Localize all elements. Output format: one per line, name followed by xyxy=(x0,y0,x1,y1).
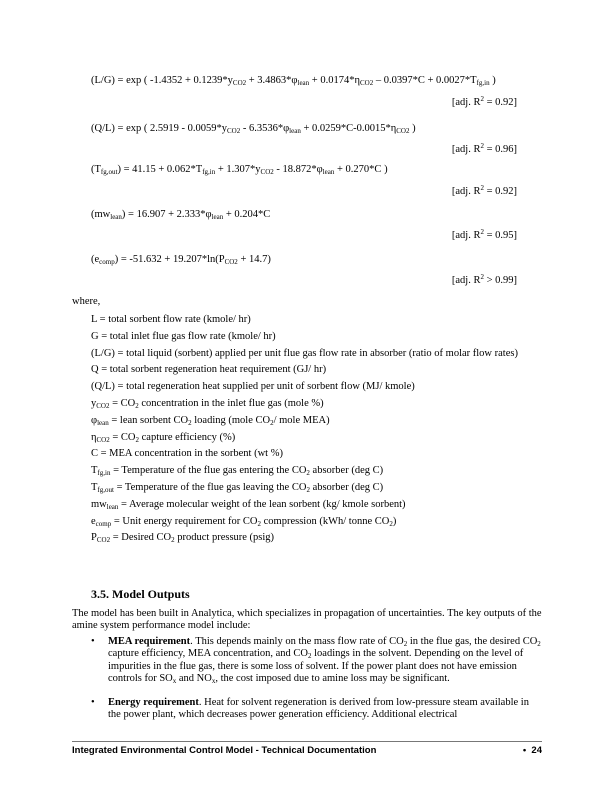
r2-mw-lean: [adj. $R^2 = 0.95$] xyxy=(451,228,517,241)
definition-item: $y_{CO2} = CO_2$ concentration in the inlet flue gas (mole %) xyxy=(91,397,324,410)
definition-item: $\varphi_{lean}$ = lean sorbent $CO_2$ loading (mole $CO_2/$ mole MEA) xyxy=(91,414,330,427)
r2-tfg-out: [adj. $R^2 = 0.92$] xyxy=(451,184,517,197)
equation-mw-lean: $(mw_{lean}) = 16.907 + 2.333*\varphi_{lean} + 0.204*C$ xyxy=(91,209,271,221)
r2-lg: [adj. $R^2 = 0.92$] xyxy=(451,95,517,108)
definition-item: Q = total sorbent regeneration heat requirement (GJ/ hr) xyxy=(91,364,327,376)
bullet-title: Energy requirement xyxy=(108,697,199,708)
page-footer xyxy=(72,745,542,756)
definition-item: $e_{comp}$ = Unit energy requirement for $CO_2$ compression (kWh/ tonne $CO_2$) xyxy=(91,515,397,528)
definition-item: $T_{fg,out}$ = Temperature of the flue gas leaving the $CO_2$ absorber (deg C) xyxy=(91,481,384,494)
definition-item: L = total sorbent flow rate (kmole/ hr) xyxy=(91,314,251,325)
equation-lg: (L/G) = exp ( $-1.4352 + 0.1239*y_{CO2} + 3.4863*\varphi_{lean} + 0.0174*\eta_{CO2} - 0.0397*C + 0.0027*T_{fg,in}$ ) xyxy=(91,75,496,87)
definition-item: $P_{CO2}$ = Desired $CO_2$ product pressure (psig) xyxy=(91,532,275,545)
bullet-glyph: • xyxy=(91,636,95,647)
r2-e-comp: [adj. $R^2 > 0.99$] xyxy=(451,273,517,286)
footer-divider xyxy=(72,741,542,742)
bullet-energy-requirement xyxy=(108,697,544,722)
page-number xyxy=(523,745,542,756)
definition-item: G = total inlet flue gas flow rate (kmole/ hr) xyxy=(91,330,276,342)
where-label: where, xyxy=(72,296,101,307)
bullet-mea-requirement xyxy=(108,636,544,686)
bullet-title: MEA requirement xyxy=(108,636,191,647)
definition-item: (Q/L) = total regeneration heat supplied per unit of sorbent flow (MJ/ kmole) xyxy=(91,381,415,393)
footer-title: Integrated Environmental Control Model - Technical Documentation xyxy=(72,745,377,756)
equation-ql: (Q/L) = exp ( $2.5919 - 0.0059*y_{CO2} - 6.3536*\varphi_{lean} + 0.0259*C-0.0015*\eta_{CO2}$ ) xyxy=(91,123,416,135)
definition-item: $T_{fg,in}$ = Temperature of the flue gas entering the $CO_2$ absorber (deg C) xyxy=(91,465,384,478)
definition-item: (L/G) = total liquid (sorbent) applied per unit flue gas flow rate in absorber (ratio of molar flow rates) xyxy=(91,347,518,359)
definition-item: C = MEA concentration in the sorbent (wt %) xyxy=(91,448,283,460)
bullet-text: . This depends mainly on the mass flow rate of $CO_2$ in the flue gas, the desired $CO_2$ capture efficiency, MEA concentration, and $CO_2$ loadings in the solvent. Depending on the level of impurities in the flue gas, there is some loss of solvent. If the power plant does not have emission controls for $SO_x$ and $NO_x$, the cost imposed due to amine loss may be significant. xyxy=(108,636,541,686)
intro-paragraph: The model has been built in Analytica, which specializes in propagation of uncertainties. The key outputs of the amine system performance model include: xyxy=(72,608,542,632)
definition-item: $mw_{lean}$ = Average molecular weight of the lean sorbent (kg/ kmole sorbent) xyxy=(91,498,406,511)
r2-ql: [adj. $R^2 = 0.96$] xyxy=(451,142,517,155)
bullet-glyph: • xyxy=(91,697,95,708)
definitions-list xyxy=(91,312,551,547)
equation-e-comp: $(e_{comp}) = -51.632 + 19.207*\ln(P_{CO2} + 14.7)$ xyxy=(91,254,271,266)
definition-item: $\eta_{CO2} = CO_2$ capture efficiency (%) xyxy=(91,431,236,444)
page-number-value: 24 xyxy=(531,745,542,756)
section-title: 3.5. Model Outputs xyxy=(91,587,190,601)
equation-tfg-out: $(T_{fg,out}) = 41.15 + 0.062*T_{fg,in} + 1.307*y_{CO2} - 18.872*\varphi_{lean} + 0.270*C$ ) xyxy=(91,164,388,176)
bullet-text: . Heat for solvent regeneration is derived from low-pressure steam available in the power plant, which decreases power generation efficiency. Additional electrical xyxy=(108,697,529,721)
footer-bullet: • xyxy=(522,745,527,756)
